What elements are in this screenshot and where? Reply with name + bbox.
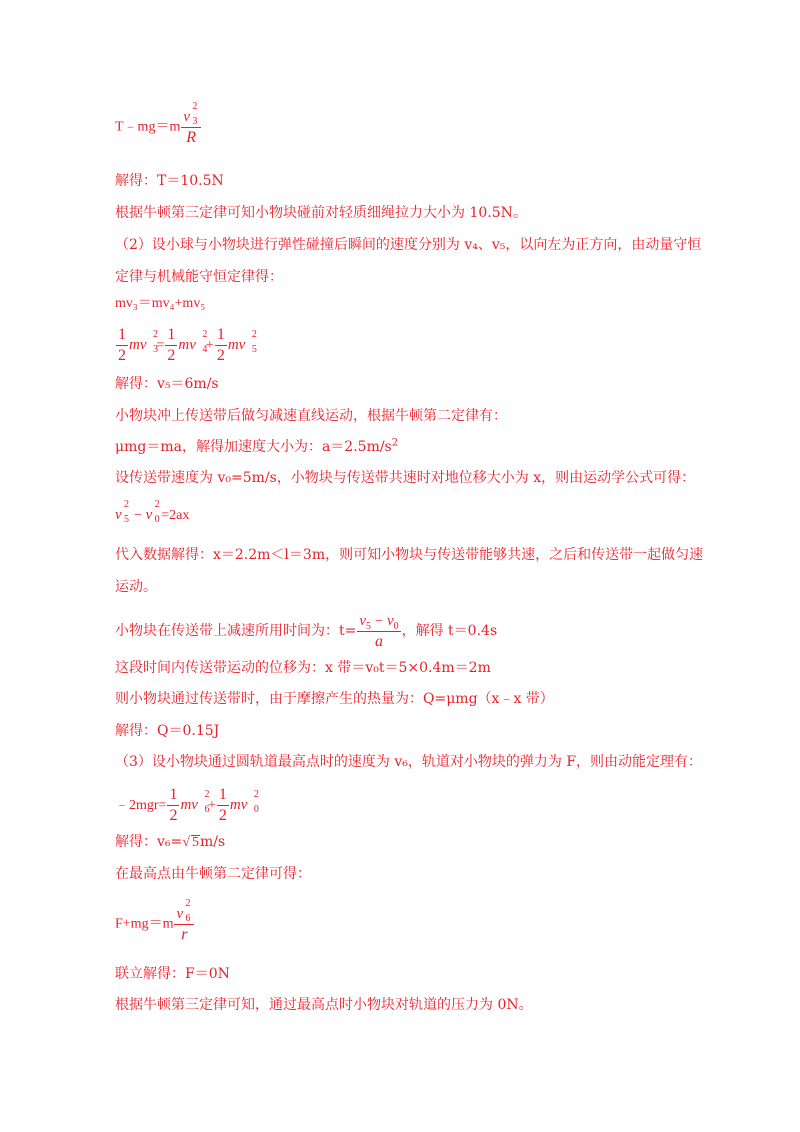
energy-theorem-equation: ﹣2mgr= $\frac{1}{2}$ mv 2 6 + $\frac{1}{2}$ mv 2 0 [115,786,259,824]
solve-Q: 解得：Q＝0.15J [115,723,220,739]
equation-tension [115,101,202,146]
solve-v5: 解得：v₅＝6m/s [115,376,219,392]
substitution-result: 代入数据解得：x＝2.2m＜l＝3m，则可知小物块与传送带能够共速，之后和传送带一起做匀速 [115,547,704,563]
deceleration-time: 小物块在传送带上减速所用时间为：t= $\frac{v_5 - v_0}{a}$ ，解得 t＝0.4s [115,613,498,650]
energy-conservation-equation: $\frac{1}{2}$ mv 2 3 = $\frac{1}{2}$ mv 2 4 + $\frac{1}{2}$ mv 2 5 [118,326,257,364]
solve-F: 联立解得：F＝0N [115,966,230,982]
belt-acceleration: μmg＝ma，解得加速度大小为：$a=2.5m/s^2$ [115,437,399,455]
equation-tension-lhs: T﹣mg＝m [115,119,181,135]
newton3-statement: 根据牛顿第三定律可知小物块碰前对轻质细绳拉力大小为 10.5N。 [115,205,527,221]
belt-kinematics-intro: 设传送带速度为 v₀=5m/s，小物块与传送带共速时对地位移大小为 x，则由运动学公式可得： [115,470,696,486]
part2-intro-cont: 定律与机械能守恒定律得： [115,269,283,285]
top-point-intro: 在最高点由牛顿第二定律可得： [115,866,311,882]
momentum-equation: mv₃＝mv₄+mv₅ [115,296,206,311]
part2-intro: （2）设小球与小物块进行弹性碰撞后瞬间的速度分别为 v₄、v₅，以向左为正方向，由动量守恒 [115,237,702,253]
solve-T: 解得：T＝10.5N [115,173,224,189]
kinematics-equation: v 2 5 − v 2 0 =2ax [115,499,190,525]
belt-displacement: 这段时间内传送带运动的位移为：x 带＝v₀t＝5×0.4m＝2m [115,660,491,676]
fraction-time: $\frac{v_5 - v_0}{a}$ [359,613,399,650]
solve-v6: 解得：v₆=√ 5m/s [115,834,226,850]
belt-intro: 小物块冲上传送带后做匀减速直线运动，根据牛顿第二定律有： [115,408,507,424]
fraction-v3-over-R: v 2 3 R [181,108,201,146]
substitution-result-cont: 运动。 [115,579,157,595]
friction-heat: 则小物块通过传送带时，由于摩擦产生的热量为：Q=μmg（x﹣x 带） [115,691,554,707]
final-conclusion: 根据牛顿第三定律可知，通过最高点时小物块对轨道的压力为 0N。 [115,997,533,1013]
force-equation: F+mg＝m v 2 6 r [115,905,195,943]
part3-intro: （3）设小物块通过圆轨道最高点时的速度为 v₆，轨道对小物块的弹力为 F，则由动能定理有： [115,754,703,770]
